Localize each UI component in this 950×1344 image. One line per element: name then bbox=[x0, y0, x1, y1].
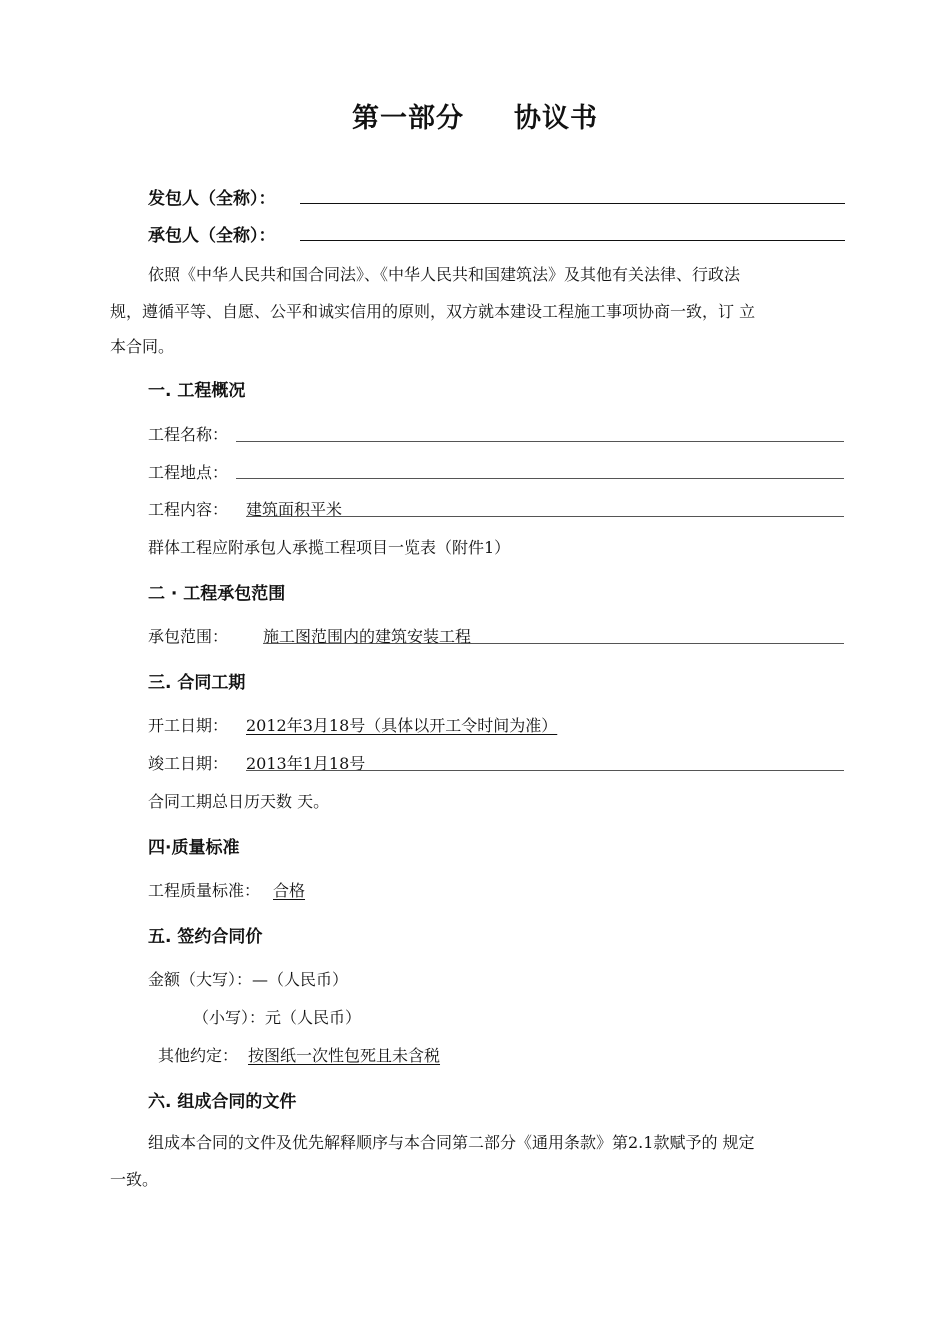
group-project-note: 群体工程应附承包人承揽工程项目一览表（附件1） bbox=[148, 538, 511, 557]
other-terms-label: 其他约定： bbox=[158, 1046, 239, 1065]
start-date-label: 开工日期： bbox=[148, 716, 229, 735]
project-name-line bbox=[236, 441, 844, 442]
section-1-heading: 一. 工程概况 bbox=[148, 381, 246, 401]
title-name: 协议书 bbox=[514, 103, 598, 134]
project-name-label: 工程名称： bbox=[148, 425, 229, 444]
project-location-line bbox=[236, 478, 844, 479]
contractor-label: 承包人（全称）： bbox=[148, 226, 276, 246]
total-duration: 合同工期总日历天数 天。 bbox=[148, 792, 330, 811]
project-location-label: 工程地点： bbox=[148, 463, 229, 482]
contractor-fill-line bbox=[300, 240, 845, 241]
end-date-value: 2013年1月18号 bbox=[246, 754, 366, 773]
start-date-value: 2012年3月18号（具体以开工令时间为准） bbox=[246, 716, 558, 735]
other-terms-value: 按图纸一次性包死且未含税 bbox=[248, 1046, 441, 1065]
intro-line-1: 依照《中华人民共和国合同法》、《中华人民共和国建筑法》及其他有关法律、行政法 bbox=[148, 265, 741, 284]
section-5-heading: 五. 签约合同价 bbox=[148, 927, 263, 947]
quality-value: 合格 bbox=[273, 881, 306, 900]
document-title bbox=[0, 96, 950, 135]
amount-upper: 金额（大写）：—（人民币） bbox=[148, 970, 349, 989]
quality-label: 工程质量标准： bbox=[148, 881, 261, 900]
project-content-value: 建筑面积平米 bbox=[246, 500, 343, 519]
intro-line-2: 规，遵循平等、自愿、公平和诚实信用的原则，双方就本建设工程施工事项协商一致，订 立 bbox=[110, 302, 756, 321]
end-date-line bbox=[246, 770, 844, 771]
scope-value: 施工图范围内的建筑安装工程 bbox=[263, 627, 472, 646]
section-4-heading: 四·质量标准 bbox=[148, 838, 240, 858]
employer-label: 发包人（全称）： bbox=[148, 189, 276, 209]
end-date-label: 竣工日期： bbox=[148, 754, 229, 773]
section-3-heading: 三. 合同工期 bbox=[148, 673, 246, 693]
scope-line bbox=[263, 643, 844, 644]
intro-line-3: 本合同。 bbox=[110, 337, 175, 356]
scope-label: 承包范围： bbox=[148, 627, 229, 646]
title-part: 第一部分 bbox=[352, 103, 464, 134]
section-2-heading: 二 · 工程承包范围 bbox=[148, 584, 286, 604]
project-content-line bbox=[246, 516, 844, 517]
employer-fill-line bbox=[300, 203, 845, 204]
project-content-label: 工程内容： bbox=[148, 500, 229, 519]
amount-lower: （小写）：元（人民币） bbox=[193, 1008, 362, 1027]
documents-line-2: 一致。 bbox=[110, 1170, 159, 1189]
documents-line-1: 组成本合同的文件及优先解释顺序与本合同第二部分《通用条款》第2.1款赋予的 规定 bbox=[148, 1133, 755, 1152]
section-6-heading: 六. 组成合同的文件 bbox=[148, 1092, 297, 1112]
